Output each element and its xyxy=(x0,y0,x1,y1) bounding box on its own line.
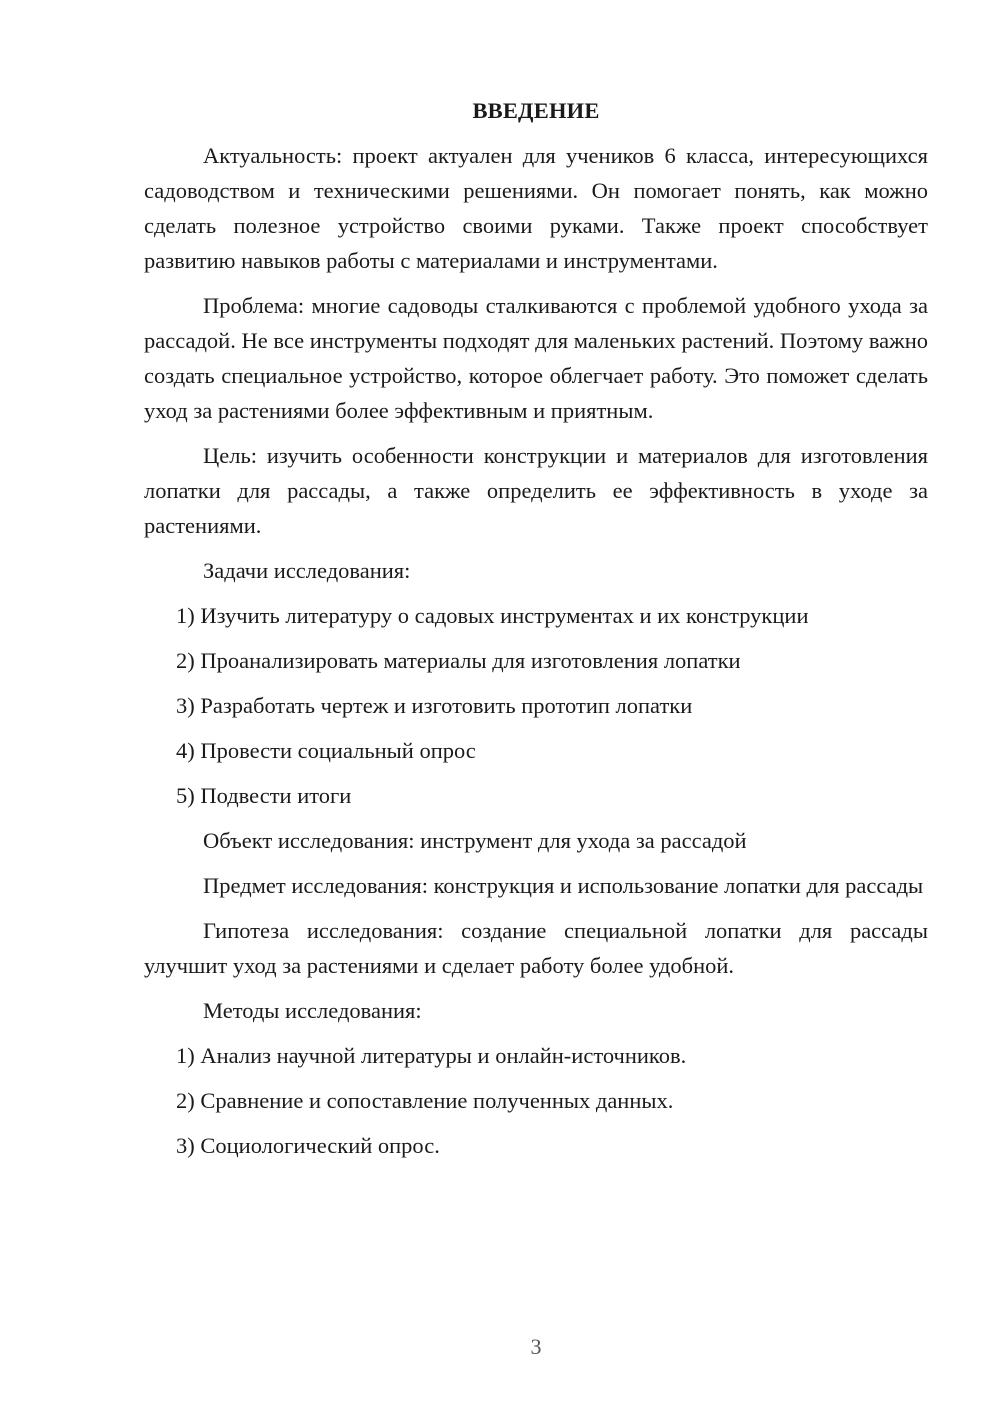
task-item: 1) Изучить литературу о садовых инструментах и их конструкции xyxy=(176,603,809,628)
object-paragraph: Объект исследования: инструмент для ухода за рассадой xyxy=(203,828,747,853)
hypothesis-paragraph: Гипотеза исследования: создание специальной лопатки для рассады улучшит уход за растениями и сделает работу более удобной. xyxy=(144,918,928,978)
section-title: ВВЕДЕНИЕ xyxy=(472,98,600,123)
relevance-paragraph: Актуальность: проект актуален для учеников 6 класса, интересующихся садоводством и техническими решениями. Он помогает понять, как можно сделать полезное устройство своими руками. Также проект способствует развитию навыков работы с материалами и инструментами. xyxy=(144,143,928,273)
task-item: 4) Провести социальный опрос xyxy=(176,738,476,763)
methods-heading: Методы исследования: xyxy=(203,998,422,1023)
subject-paragraph: Предмет исследования: конструкция и использование лопатки для рассады xyxy=(203,873,924,898)
task-item: 2) Проанализировать материалы для изготовления лопатки xyxy=(176,648,741,673)
methods-list xyxy=(144,1038,928,1163)
page-content xyxy=(144,93,928,1173)
goal-paragraph: Цель: изучить особенности конструкции и материалов для изготовления лопатки для рассады, а также определить ее эффективность в уходе за растениями. xyxy=(144,443,928,538)
tasks-list xyxy=(144,598,928,813)
tasks-heading: Задачи исследования: xyxy=(203,558,411,583)
method-item: 3) Социологический опрос. xyxy=(176,1133,440,1158)
method-item: 2) Сравнение и сопоставление полученных данных. xyxy=(176,1088,674,1113)
method-item: 1) Анализ научной литературы и онлайн-источников. xyxy=(176,1043,687,1068)
task-item: 5) Подвести итоги xyxy=(176,783,352,808)
problem-paragraph: Проблема: многие садоводы сталкиваются с проблемой удобного ухода за рассадой. Не все инструменты подходят для маленьких растений. Поэтому важно создать специальное устройство, которое облегчает работу. Это поможет сделать уход за растениями более эффективным и приятным. xyxy=(144,293,928,423)
task-item: 3) Разработать чертеж и изготовить прототип лопатки xyxy=(176,693,693,718)
page-number: 3 xyxy=(530,1334,542,1359)
